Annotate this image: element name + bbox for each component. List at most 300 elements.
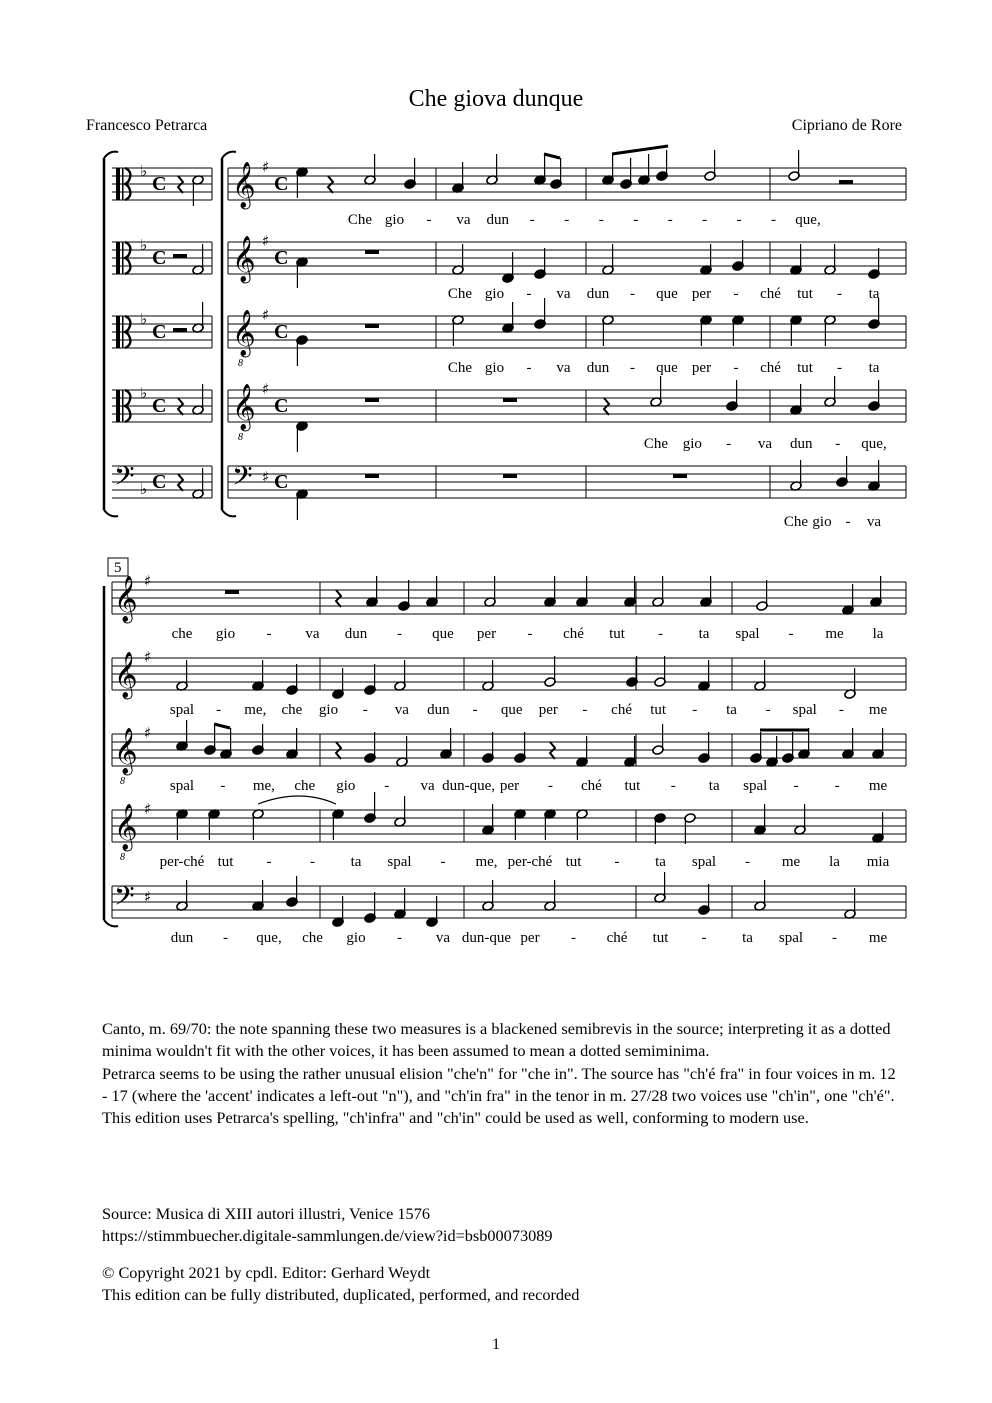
quarter-note	[426, 896, 438, 927]
half-note	[844, 668, 856, 699]
lyric-syllable: Che	[447, 286, 473, 302]
quarter-note	[176, 809, 188, 840]
lyric-syllable: tut	[217, 854, 234, 870]
lyric-syllable: -	[472, 702, 478, 718]
lyric-syllable: tut	[650, 702, 667, 718]
half-note	[482, 660, 494, 691]
lyric-syllable: -	[630, 360, 635, 376]
lyric-syllable: dun	[586, 286, 610, 302]
quarter-note	[576, 576, 588, 607]
quarter-note	[534, 298, 546, 329]
half-note	[176, 880, 188, 911]
staff-main-3	[228, 390, 906, 422]
page-number: 1	[492, 1336, 500, 1353]
half-note	[794, 804, 806, 835]
quarter-note	[790, 384, 802, 415]
lyric-syllable: que	[432, 626, 454, 642]
half-note	[704, 150, 716, 181]
quarter-note	[502, 302, 514, 333]
lyric-syllable: va	[435, 930, 451, 946]
common-time-signature: C	[152, 321, 167, 343]
common-time-signature: C	[274, 395, 289, 417]
quarter-note	[790, 315, 802, 346]
quarter-note	[700, 315, 712, 346]
quarter-note	[220, 728, 232, 759]
quarter-note	[394, 888, 406, 919]
lyric-syllable: Che	[643, 436, 669, 452]
lyric-syllable: per	[691, 360, 712, 376]
source-info	[102, 1203, 553, 1247]
lyric-syllable: Che	[447, 360, 473, 376]
lyric-syllable: que,	[861, 436, 887, 452]
lyric-syllable: -	[788, 626, 794, 642]
lyric-syllable: dun	[790, 436, 813, 452]
whole-rest	[225, 590, 239, 594]
lyric-syllable: me	[781, 854, 801, 870]
quarter-note	[452, 162, 464, 193]
lyric-syllable: -	[598, 212, 604, 228]
copyright-info	[102, 1262, 579, 1306]
quarter-note	[798, 728, 810, 759]
editorial-notes	[102, 1018, 902, 1129]
lyric-syllable: -	[426, 212, 432, 228]
lyric-syllable: -	[658, 626, 663, 642]
lyric-syllable: -	[834, 778, 840, 794]
half-note	[482, 880, 494, 911]
quarter-note	[296, 489, 308, 520]
bass-clef: 𝄢	[114, 460, 135, 498]
lyric-syllable: gio	[346, 930, 366, 946]
lyric-syllable: -	[397, 626, 402, 642]
lyric-syllable: spal	[735, 626, 760, 642]
whole-rest	[503, 474, 517, 478]
lyric-syllable: que	[656, 286, 678, 302]
quarter-note	[624, 736, 636, 767]
sharp-key-signature: ♯	[144, 888, 152, 906]
quarter-note	[842, 728, 854, 759]
half-note	[192, 468, 204, 499]
quarter-note	[700, 244, 712, 275]
quarter-note	[364, 664, 376, 695]
lyric-syllable: dun	[427, 702, 450, 718]
lyric-syllable: gio	[682, 436, 702, 452]
lyric-syllable: -	[310, 854, 315, 870]
lyric-syllable: -	[362, 702, 368, 718]
sharp-key-signature: ♯	[144, 572, 152, 590]
lyric-syllable: -	[745, 854, 750, 870]
half-note	[602, 244, 614, 275]
lyric-syllable: -	[526, 360, 532, 376]
lyric-syllable: ta	[726, 702, 737, 718]
quarter-note	[544, 576, 556, 607]
lyric-syllable: va	[456, 212, 471, 228]
half-note	[192, 244, 204, 275]
quarter-note	[842, 584, 854, 615]
half-note	[652, 724, 664, 755]
lyric-syllable: per-ché	[507, 854, 553, 870]
staff-main-2	[228, 316, 906, 348]
lyric-syllable: va	[866, 514, 882, 530]
half-note	[684, 813, 696, 844]
lyric-syllable: gio	[484, 360, 505, 376]
quarter-note	[286, 876, 298, 907]
quarter-note	[868, 248, 880, 279]
half-note	[824, 244, 836, 275]
lyric-syllable: spal	[743, 778, 768, 794]
lyric-syllable: -	[726, 436, 732, 452]
lyric-syllable: -	[571, 930, 576, 946]
half-note	[576, 809, 588, 840]
lyric-syllable: -	[733, 360, 739, 376]
lyric-syllable: che	[294, 778, 316, 794]
lyric-syllable: ché	[606, 930, 628, 946]
half-note	[544, 880, 556, 911]
lyric-syllable: -	[216, 702, 222, 718]
half-note	[824, 315, 836, 346]
quarter-note	[364, 732, 376, 763]
treble-clef: 𝄞	[232, 162, 256, 208]
lyric-syllable: -	[548, 778, 553, 794]
lyric-syllable: va	[757, 436, 773, 452]
c-clef	[116, 168, 120, 200]
copyright-line: © Copyright 2021 by cpdl. Editor: Gerhard Weydt	[102, 1263, 431, 1282]
quarter-note	[514, 809, 526, 840]
common-time-signature: C	[152, 471, 167, 493]
lyric-syllable: ta	[708, 778, 720, 794]
lyric-syllable: per	[499, 778, 520, 794]
quarter-note	[286, 664, 298, 695]
lyric-syllable: me	[868, 702, 888, 718]
octave-mark: 8	[238, 358, 243, 369]
lyric-syllable: per	[691, 286, 712, 302]
lyric-syllable: ché	[563, 626, 584, 642]
whole-rest	[503, 398, 517, 402]
sharp-key-signature: ♯	[262, 306, 270, 324]
lyric-syllable: spal	[169, 778, 195, 794]
half-note	[484, 576, 496, 607]
quarter-note	[550, 158, 562, 189]
quarter-note	[790, 244, 802, 275]
quarter-note	[872, 728, 884, 759]
lyric-syllable: ché	[611, 702, 633, 718]
lyric-syllable: spal	[691, 854, 717, 870]
whole-rest	[365, 324, 379, 328]
lyric-syllable: che	[281, 702, 303, 718]
quarter-note	[534, 154, 546, 185]
lyric-syllable: -	[529, 212, 535, 228]
lyric-syllable: me,	[244, 702, 267, 718]
quarter-note	[868, 380, 880, 411]
lyric-syllable: Che	[347, 212, 373, 228]
quarter-note	[252, 724, 264, 755]
half-rest	[839, 180, 853, 184]
lyric-syllable: ta	[742, 930, 753, 946]
quarter-note	[404, 158, 416, 189]
quarter-note	[426, 576, 438, 607]
lyric-syllable: dun	[486, 212, 510, 228]
lyric-syllable: -	[526, 286, 532, 302]
lyric-syllable: -	[667, 212, 673, 228]
lyric-syllable: -	[701, 930, 707, 946]
quarter-note	[296, 167, 308, 198]
lyric-syllable: me,	[252, 778, 275, 794]
lyric-syllable: spal	[778, 930, 804, 946]
common-time-signature: C	[152, 395, 167, 417]
quarter-note	[698, 660, 710, 691]
quarter-note	[698, 732, 710, 763]
lyric-syllable: -	[733, 286, 739, 302]
quarter-note	[440, 728, 452, 759]
lyric-syllable: gio	[318, 702, 339, 718]
lyric-syllable: -	[633, 212, 639, 228]
lyric-syllable: gio	[384, 212, 405, 228]
half-note	[486, 154, 498, 185]
quarter-note	[872, 812, 884, 843]
quarter-note	[726, 380, 738, 411]
quarter-note	[868, 298, 880, 329]
lyric-syllable: me	[868, 778, 888, 794]
lyric-syllable: ta	[868, 360, 880, 376]
lyric-syllable: -	[832, 930, 837, 946]
lyric-syllable: spal	[387, 854, 412, 870]
half-note	[192, 175, 204, 206]
treble-clef: 𝄞	[114, 804, 138, 850]
lyric-syllable: va	[420, 778, 435, 794]
lyric-syllable: tut	[565, 854, 582, 870]
lyric-syllable: mia	[866, 854, 890, 870]
treble-clef: 𝄞	[114, 576, 138, 622]
treble-clef: 𝄞	[232, 236, 256, 282]
staff-sys2-0	[112, 582, 906, 614]
quarter-note	[750, 732, 762, 763]
lyric-syllable: dun	[586, 360, 610, 376]
lyric-syllable: -	[838, 702, 844, 718]
lyric-syllable: per	[520, 930, 540, 946]
half-note	[252, 809, 264, 840]
quarter-note	[766, 736, 778, 767]
lyric-syllable: que	[500, 702, 523, 718]
staff-sys2-4	[112, 886, 906, 918]
quarter-note	[602, 154, 614, 185]
lyric-syllable: que	[656, 360, 678, 376]
lyric-syllable: va	[394, 702, 409, 718]
page-title: Che giova dunque	[408, 86, 584, 112]
staff-sys2-3	[112, 810, 906, 842]
lyric-syllable: -	[793, 778, 799, 794]
lyric-syllable: -	[266, 854, 272, 870]
quarter-note	[332, 668, 344, 699]
quarter-note	[626, 656, 638, 687]
octave-mark: 8	[238, 432, 243, 443]
lyric-syllable: -	[692, 702, 698, 718]
quarter-note	[534, 248, 546, 279]
lyric-syllable: -	[614, 854, 620, 870]
common-time-signature: C	[152, 247, 167, 269]
score-system-1	[0, 0, 992, 540]
half-note	[788, 150, 800, 181]
lyric-syllable: spal	[792, 702, 817, 718]
lyric-syllable: ché	[760, 360, 781, 376]
staff-sys2-1	[112, 658, 906, 690]
half-note	[790, 460, 802, 491]
half-note	[654, 656, 666, 687]
quarter-note	[332, 809, 344, 840]
lyric-syllable: dun	[344, 626, 368, 642]
lyric-syllable: -	[702, 212, 708, 228]
quarter-note	[296, 335, 308, 366]
half-note	[602, 315, 614, 346]
common-time-signature: C	[274, 471, 289, 493]
lyric-syllable: -	[771, 212, 776, 228]
quarter-note	[754, 804, 766, 835]
license-line: This edition can be fully distributed, duplicated, performed, and recorded	[102, 1285, 580, 1304]
lyric-syllable: -	[837, 286, 842, 302]
common-time-signature: C	[274, 173, 289, 195]
lyric-syllable: gio	[336, 778, 356, 794]
lyric-syllable: que,	[795, 212, 821, 228]
treble-clef: 𝄞	[114, 728, 138, 774]
half-note	[452, 315, 464, 346]
quarter-note	[698, 884, 710, 915]
octave-mark: 8	[120, 852, 125, 863]
quarter-note	[836, 456, 848, 487]
lyric-syllable: -	[630, 286, 635, 302]
quarter-note	[544, 809, 556, 840]
lyric-syllable: ta	[868, 286, 880, 302]
whole-rest	[365, 474, 379, 478]
quarter-note	[398, 580, 410, 611]
common-time-signature: C	[274, 321, 289, 343]
lyric-syllable: -	[527, 626, 533, 642]
lyric-syllable: spal	[169, 702, 195, 718]
quarter-note	[286, 728, 298, 759]
lyric-syllable: tut	[652, 930, 669, 946]
lyric-syllable: -	[765, 702, 771, 718]
lyric-syllable: la	[872, 626, 884, 642]
lyric-syllable: ta	[698, 626, 710, 642]
quarter-note	[482, 804, 494, 835]
lyric-syllable: -	[845, 514, 851, 530]
sharp-key-signature: ♯	[144, 724, 152, 742]
quarter-note	[208, 809, 220, 840]
lyric-syllable: -	[835, 436, 841, 452]
quarter-note	[732, 315, 744, 346]
lyric-syllable: -	[736, 212, 742, 228]
sharp-key-signature: ♯	[262, 158, 270, 176]
lyric-syllable: -	[440, 854, 446, 870]
quarter-note	[620, 158, 632, 189]
whole-rest	[365, 250, 379, 254]
half-note	[394, 660, 406, 691]
sharp-key-signature: ♯	[262, 380, 270, 398]
note-petrarca: Petrarca seems to be using the rather unusual elision "che'n" for "che in". The source has "ch'é fra" in four voices in m. 12 - 17 (where the 'accent' indicates a left-out "n"), and "ch'in fra" in the tenor in m. 27/28 two voices use "ch'in", one "ch'é". This edition uses Petrarca's spelling, "ch'infra" and "ch'in" could be used as well, conforming to modern use.	[102, 1063, 896, 1128]
staff-main-4	[228, 466, 906, 498]
quarter-note	[296, 257, 308, 288]
lyric-syllable: dun-que	[461, 930, 512, 946]
bass-clef: 𝄢	[114, 880, 135, 918]
beam	[544, 154, 560, 158]
half-note	[544, 656, 556, 687]
c-clef	[116, 242, 120, 274]
lyric-syllable: gio	[484, 286, 505, 302]
lyric-syllable: -	[582, 702, 588, 718]
lyric-syllable: -	[384, 778, 390, 794]
half-note	[394, 796, 406, 827]
quarter-note	[514, 732, 526, 763]
whole-rest	[365, 398, 379, 402]
quarter-note	[332, 896, 344, 927]
quarter-note	[502, 252, 514, 283]
quarter-note	[624, 576, 636, 607]
flat-key-signature: ♭	[140, 480, 148, 498]
half-note	[844, 888, 856, 919]
note-canto: Canto, m. 69/70: the note spanning these two measures is a blackened semibrevis in the source; interpreting it as a dotted minima wouldn't fit with the other voices, it has been assumed to mean a dotted semiminima.	[102, 1019, 891, 1061]
lyric-syllable: -	[220, 778, 226, 794]
lyric-syllable: -	[266, 626, 272, 642]
lyric-syllable: ta	[350, 854, 362, 870]
flat-key-signature: ♭	[140, 162, 148, 180]
beam	[214, 724, 230, 728]
half-note	[824, 376, 836, 407]
lyric-syllable: ta	[655, 854, 666, 870]
staff-main-1	[228, 242, 906, 274]
lyric-syllable: va	[556, 286, 571, 302]
lyric-syllable: che	[302, 930, 323, 946]
lyric-syllable: dun-que,	[442, 778, 496, 794]
lyric-syllable: va	[305, 626, 320, 642]
quarter-note	[576, 736, 588, 767]
source-url[interactable]: https://stimmbuecher.digitale-sammlungen.de/view?id=bsb00073089	[102, 1226, 553, 1245]
half-note	[654, 872, 666, 903]
half-note	[652, 576, 664, 607]
half-note	[754, 880, 766, 911]
lyric-syllable: gio	[812, 514, 832, 530]
lyric-syllable: ché	[760, 286, 781, 302]
flat-key-signature: ♭	[140, 310, 148, 328]
quarter-note	[252, 660, 264, 691]
lyric-syllable: per	[476, 626, 497, 642]
half-note	[754, 660, 766, 691]
half-note	[176, 660, 188, 691]
treble-clef: 𝄞	[114, 652, 138, 698]
lyric-syllable: per	[538, 702, 558, 718]
treble-clef: 𝄞	[232, 384, 256, 430]
quarter-note	[176, 720, 188, 751]
lyric-syllable: me	[868, 930, 888, 946]
lyric-syllable: per-ché	[159, 854, 205, 870]
quarter-note	[654, 813, 666, 844]
half-note	[452, 244, 464, 275]
bass-clef: 𝄢	[232, 460, 253, 498]
quarter-note	[482, 732, 494, 763]
lyric-syllable: la	[829, 854, 840, 870]
half-note	[756, 580, 768, 611]
lyric-syllable: me,	[475, 854, 498, 870]
half-note	[650, 376, 662, 407]
half-note	[364, 154, 376, 185]
poet-credit: Francesco Petrarca	[86, 117, 208, 134]
lyric-syllable: che	[171, 626, 193, 642]
sharp-key-signature: ♯	[144, 800, 152, 818]
quarter-note	[364, 792, 376, 823]
half-note	[192, 384, 204, 415]
quarter-note	[870, 576, 882, 607]
lyric-syllable: -	[670, 778, 676, 794]
c-clef	[116, 390, 120, 422]
score-system-2	[0, 550, 992, 970]
half-rest	[173, 328, 187, 332]
lyric-syllable: -	[223, 930, 228, 946]
